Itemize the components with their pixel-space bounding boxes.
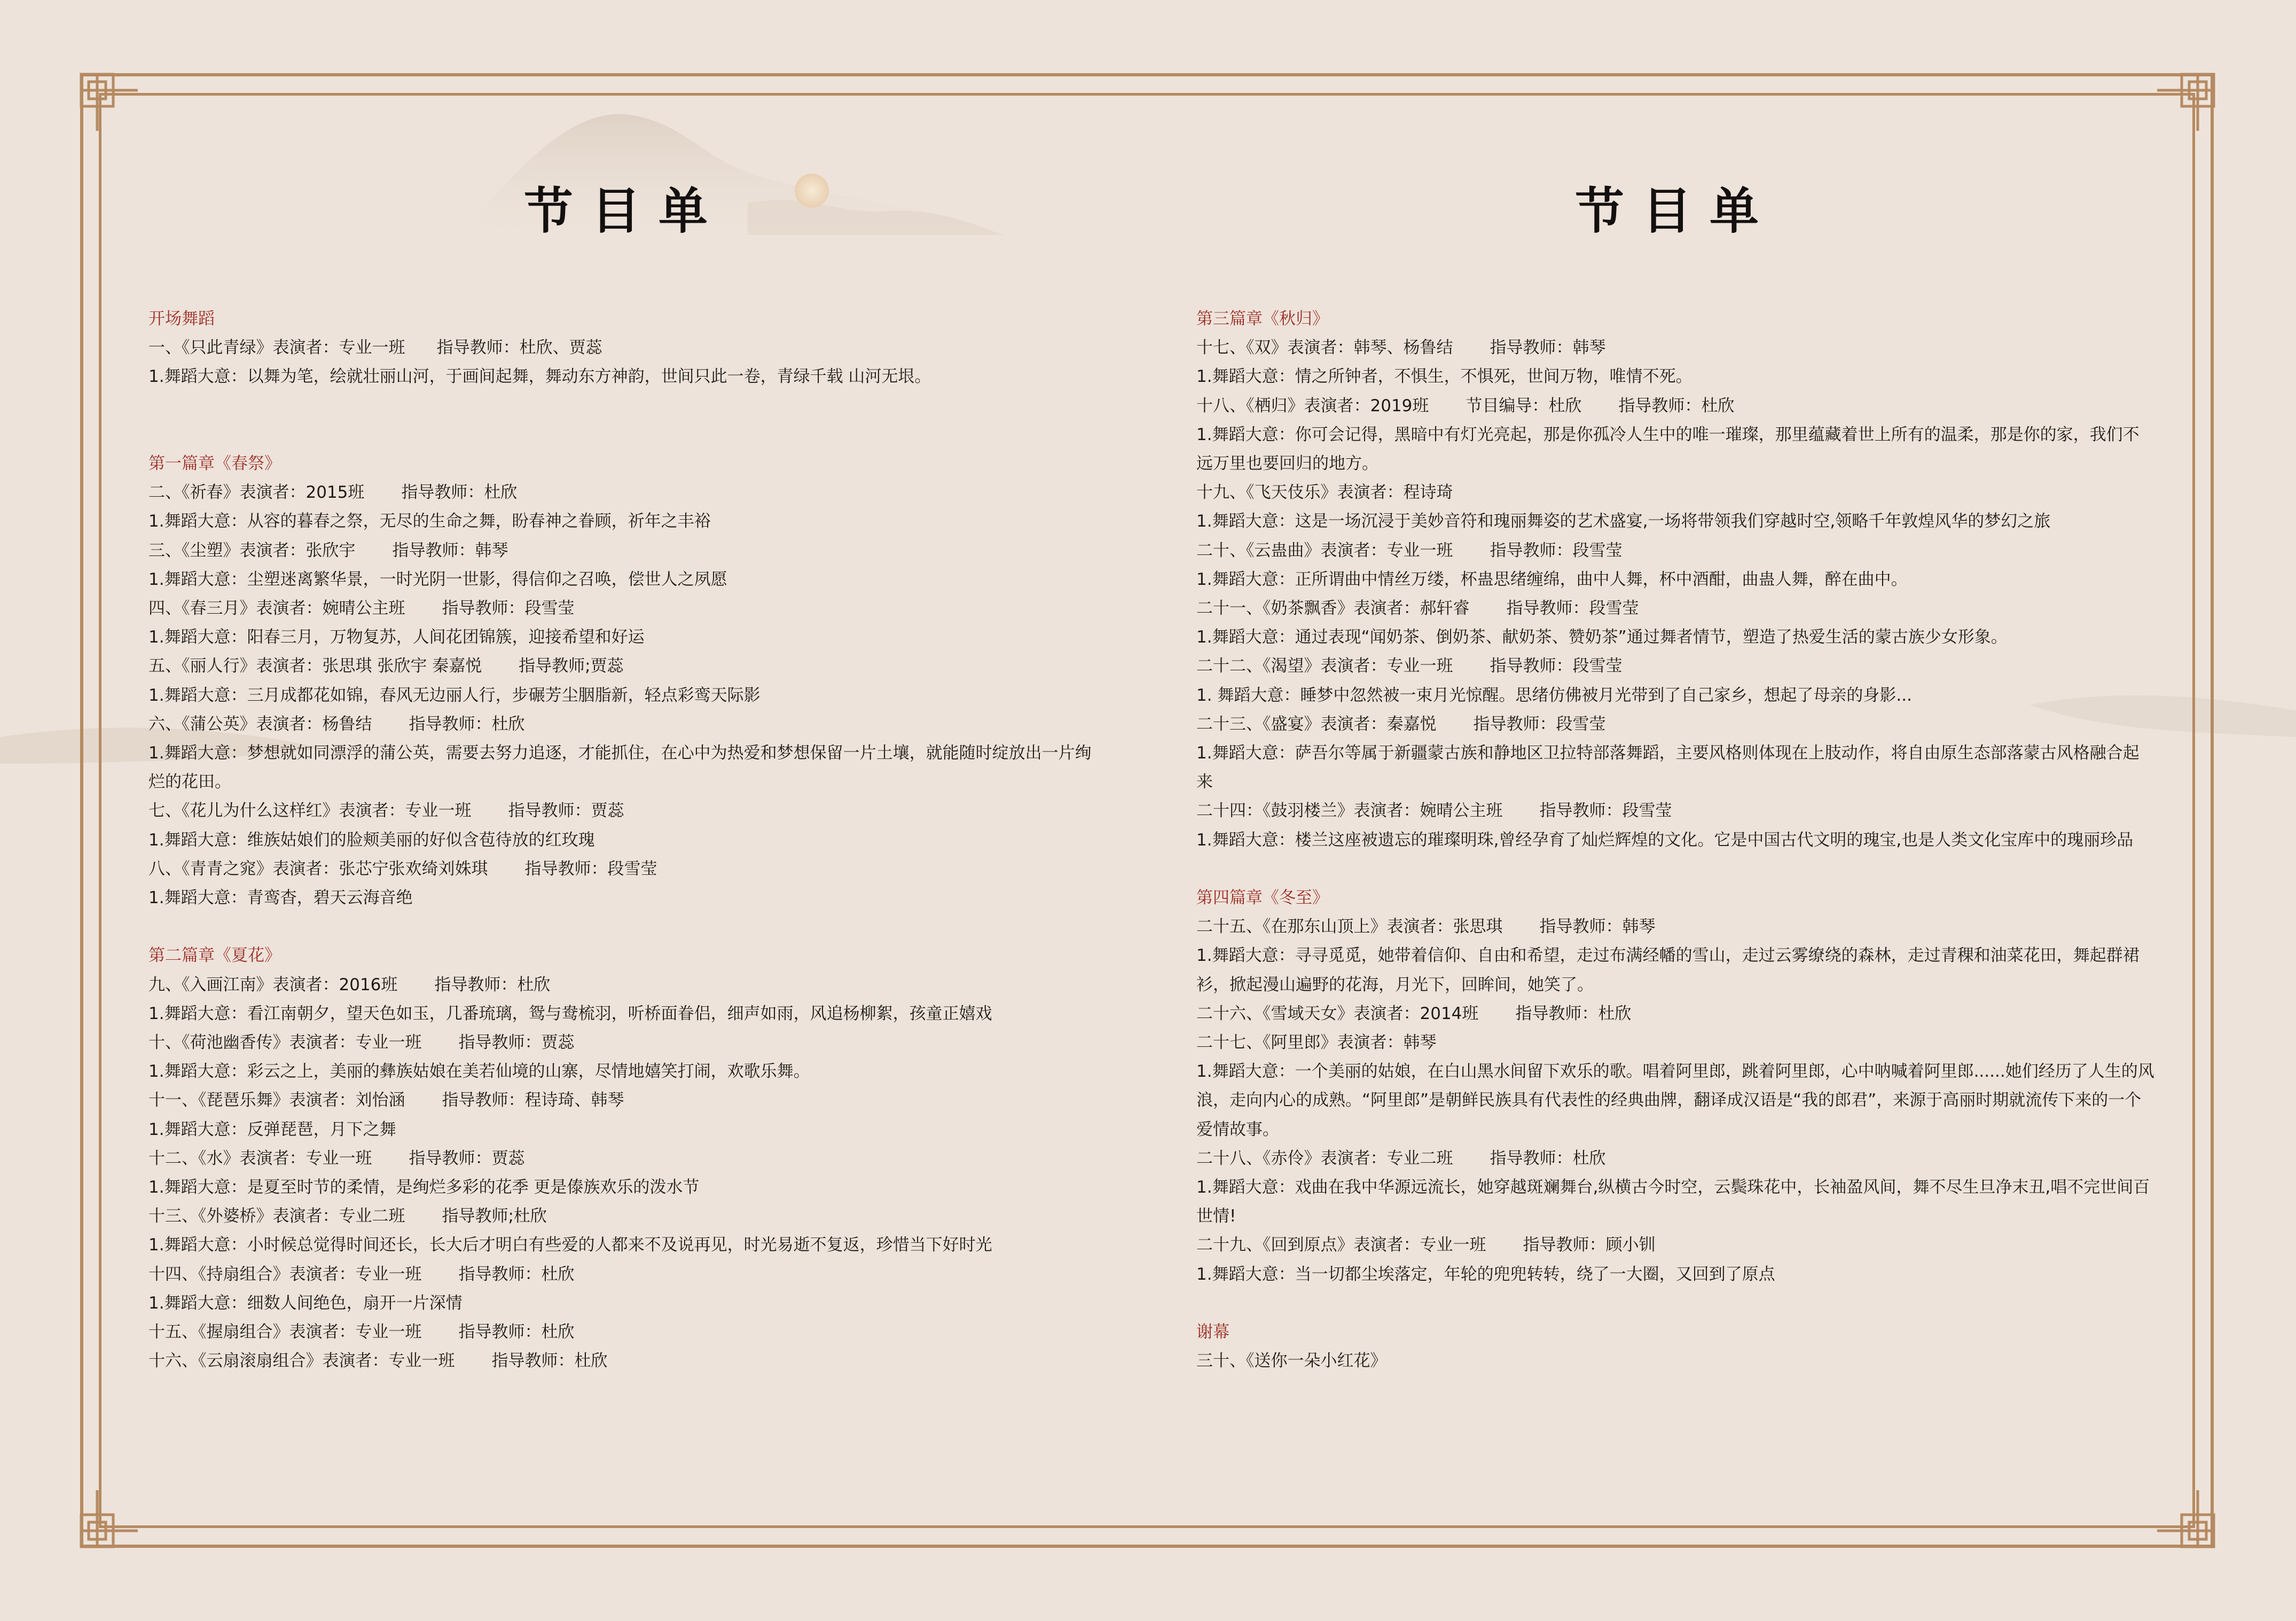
right-page-title: 节目单 bbox=[1574, 182, 1777, 240]
section-heading: 第四篇章《冬至》 bbox=[1196, 888, 1329, 908]
program-entry: 四、《春三月》表演者：婉晴公主班 指导教师：段雪莹 bbox=[148, 599, 575, 618]
program-description: 1.舞蹈大意：反弹琵琶，月下之舞 bbox=[148, 1119, 396, 1139]
program-description: 1.舞蹈大意：你可会记得，黑暗中有灯光亮起，那是你孤冷人生中的唯一璀璨，那里蕴藏着世上所有的温柔，那是你的家，我们不远万里也要回归的地方。 bbox=[1196, 425, 2140, 474]
program-entry: 三十、《送你一朵小红花》 bbox=[1196, 1351, 1387, 1371]
program-entry: 二十、《云蛊曲》表演者：专业一班 指导教师：段雪莹 bbox=[1196, 541, 1623, 560]
program-description: 1.舞蹈大意：尘塑迷离繁华景，一时光阴一世影，得信仰之召唤，偿世人之夙愿 bbox=[148, 569, 727, 589]
section-spacer bbox=[148, 912, 1104, 941]
program-entry: 一、《只此青绿》表演者：专业一班 指导教师：杜欣、贾蕊 bbox=[148, 338, 602, 358]
program-description: 1.舞蹈大意：当一切都尘埃落定，年轮的兜兜转转，绕了一大圈，又回到了原点 bbox=[1196, 1264, 1775, 1284]
program-entry: 十八、《栖归》表演者：2019班 节目编导：杜欣 指导教师：杜欣 bbox=[1196, 396, 1735, 416]
program-entry: 十一、《琵琶乐舞》表演者：刘怡涵 指导教师：程诗琦、韩琴 bbox=[148, 1091, 624, 1110]
program-entry: 六、《蒲公英》表演者：杨鲁结 指导教师：杜欣 bbox=[148, 714, 525, 734]
program-entry: 三、《尘塑》表演者：张欣宇 指导教师：韩琴 bbox=[148, 541, 508, 560]
program-entry: 二十八、《赤伶》表演者：专业二班 指导教师：杜欣 bbox=[1196, 1148, 1606, 1168]
program-entry: 十七、《双》表演者：韩琴、杨鲁结 指导教师：韩琴 bbox=[1196, 338, 1606, 358]
program-description: 1.舞蹈大意：正所谓曲中情丝万缕，杯蛊思绪缠绵，曲中人舞，杯中酒酣，曲蛊人舞，醉在曲中。 bbox=[1196, 569, 1908, 589]
program-entry: 七、《花儿为什么这样红》表演者：专业一班 指导教师：贾蕊 bbox=[148, 801, 624, 821]
corner-ornament-top-left bbox=[79, 72, 148, 142]
program-description: 1.舞蹈大意：小时候总觉得时间还长，长大后才明白有些爱的人都来不及说再见，时光易逝不复返，珍惜当下好时光 bbox=[148, 1235, 992, 1255]
program-entry: 十六、《云扇滚扇组合》表演者：专业一班 指导教师：杜欣 bbox=[148, 1351, 608, 1371]
program-description: 1.舞蹈大意：看江南朝夕，望天色如玉，几番琉璃，鸳与鸯梳羽，听桥面眷侣，细声如雨，风追杨柳絮，孩童正嬉戏 bbox=[148, 1004, 992, 1023]
program-description: 1.舞蹈大意：以舞为笔，绘就壮丽山河，于画间起舞，舞动东方神韵，世间只此一卷，青绿千载 山河无垠。 bbox=[148, 367, 931, 387]
right-program-column bbox=[1196, 304, 2155, 1375]
program-description: 1. 舞蹈大意：睡梦中忽然被一束月光惊醒。思绪仿佛被月光带到了自己家乡，想起了母亲的身影... bbox=[1196, 685, 1912, 705]
program-entry: 十、《荷池幽香传》表演者：专业一班 指导教师：贾蕊 bbox=[148, 1033, 575, 1053]
program-description: 1.舞蹈大意：这是一场沉浸于美妙音符和瑰丽舞姿的艺术盛宴,一场将带领我们穿越时空,领略千年敦煌风华的梦幻之旅 bbox=[1196, 512, 2051, 531]
section-heading: 开场舞蹈 bbox=[148, 309, 215, 328]
program-entry: 二、《祈春》表演者：2015班 指导教师：杜欣 bbox=[148, 483, 518, 503]
program-entry: 十三、《外婆桥》表演者：专业二班 指导教师;杜欣 bbox=[148, 1207, 547, 1226]
program-description: 1.舞蹈大意：细数人间绝色，扇开一片深情 bbox=[148, 1293, 463, 1313]
left-page-title: 节目单 bbox=[523, 182, 726, 240]
section-heading: 第一篇章《春祭》 bbox=[148, 454, 281, 473]
program-description: 1.舞蹈大意：彩云之上，美丽的彝族姑娘在美若仙境的山寨，尽情地嬉笑打闹，欢歌乐舞。 bbox=[148, 1062, 810, 1082]
program-description: 1.舞蹈大意：三月成都花如锦，春风无边丽人行，步碾芳尘胭脂新，轻点彩鸾天际影 bbox=[148, 685, 761, 705]
program-entry: 二十六、《雪域天女》表演者：2014班 指导教师：杜欣 bbox=[1196, 1004, 1632, 1023]
program-description: 1.舞蹈大意：青鸾杳，碧天云海音绝 bbox=[148, 888, 413, 908]
program-entry: 二十五、《在那东山顶上》表演者：张思琪 指导教师：韩琴 bbox=[1196, 917, 1656, 937]
program-entry: 十二、《水》表演者：专业一班 指导教师：贾蕊 bbox=[148, 1148, 525, 1168]
program-entry: 十九、《飞天伎乐》表演者：程诗琦 bbox=[1196, 483, 1453, 503]
program-description: 1.舞蹈大意：寻寻觅觅，她带着信仰、自由和希望，走过布满经幡的雪山，走过云雾缭绕的森林，走过青稞和油菜花田，舞起群裙衫，掀起漫山遍野的花海，月光下，回眸间，她笑了。 bbox=[1196, 946, 2140, 994]
section-heading: 第三篇章《秋归》 bbox=[1196, 309, 1329, 328]
program-description: 1.舞蹈大意：通过表现“闻奶茶、倒奶茶、献奶茶、赞奶茶”通过舞者情节，塑造了热爱生活的蒙古族少女形象。 bbox=[1196, 628, 2008, 647]
section-heading: 第二篇章《夏花》 bbox=[148, 946, 281, 966]
program-entry: 九、《入画江南》表演者：2016班 指导教师：杜欣 bbox=[148, 975, 551, 994]
program-entry: 二十四：《鼓羽楼兰》表演者：婉晴公主班 指导教师：段雪莹 bbox=[1196, 801, 1672, 821]
section-spacer bbox=[1196, 1289, 2155, 1318]
program-description: 1.舞蹈大意：萨吾尔等属于新疆蒙古族和静地区卫拉特部落舞蹈，主要风格则体现在上肢动作，将自由原生态部落蒙古风格融合起来 bbox=[1196, 743, 2140, 792]
program-entry: 二十一、《奶茶飘香》表演者：郝轩睿 指导教师：段雪莹 bbox=[1196, 599, 1639, 618]
program-description: 1.舞蹈大意：楼兰这座被遗忘的璀璨明珠,曾经孕育了灿烂辉煌的文化。它是中国古代文明的瑰宝,也是人类文化宝库中的瑰丽珍品 bbox=[1196, 830, 2134, 850]
program-entry: 二十七、《阿里郎》表演者：韩琴 bbox=[1196, 1033, 1437, 1053]
program-entry: 五、《丽人行》表演者：张思琪 张欣宇 秦嘉悦 指导教师;贾蕊 bbox=[148, 656, 624, 676]
program-entry: 十五、《握扇组合》表演者：专业一班 指导教师：杜欣 bbox=[148, 1322, 575, 1342]
corner-ornament-bottom-right bbox=[2146, 1479, 2216, 1549]
program-description: 1.舞蹈大意：从容的暮春之祭，无尽的生命之舞，盼春神之眷顾，祈年之丰裕 bbox=[148, 512, 711, 531]
program-entry: 二十九、《回到原点》表演者：专业一班 指导教师：顾小钏 bbox=[1196, 1235, 1656, 1255]
program-description: 1.舞蹈大意：情之所钟者，不惧生，不惧死，世间万物，唯情不死。 bbox=[1196, 367, 1692, 387]
program-entry: 十四、《持扇组合》表演者：专业一班 指导教师：杜欣 bbox=[148, 1264, 575, 1284]
corner-ornament-top-right bbox=[2146, 72, 2216, 142]
section-spacer bbox=[148, 391, 1104, 449]
program-description: 1.舞蹈大意：阳春三月，万物复苏，人间花团锦簇，迎接希望和好运 bbox=[148, 628, 645, 647]
program-entry: 二十三、《盛宴》表演者：秦嘉悦 指导教师：段雪莹 bbox=[1196, 714, 1606, 734]
program-description: 1.舞蹈大意：梦想就如同漂浮的蒲公英，需要去努力追逐，才能抓住，在心中为热爱和梦想保留一片土壤，就能随时绽放出一片绚烂的花田。 bbox=[148, 743, 1092, 792]
program-entry: 八、《青青之窕》表演者：张芯宁张欢绮刘姝琪 指导教师：段雪莹 bbox=[148, 859, 657, 879]
section-spacer bbox=[1196, 855, 2155, 883]
program-description: 1.舞蹈大意：戏曲在我中华源远流长，她穿越斑斓舞台,纵横古今时空，云鬓珠花中，长袖盈风间，舞不尽生旦净末丑,唱不完世间百世情! bbox=[1196, 1178, 2150, 1226]
program-description: 1.舞蹈大意：是夏至时节的柔情，是绚烂多彩的花季 更是傣族欢乐的泼水节 bbox=[148, 1178, 700, 1197]
section-heading: 谢幕 bbox=[1196, 1322, 1229, 1342]
program-description: 1.舞蹈大意：维族姑娘们的脸颊美丽的好似含苞待放的红玫瑰 bbox=[148, 830, 595, 850]
corner-ornament-bottom-left bbox=[79, 1479, 148, 1549]
left-program-column bbox=[148, 304, 1104, 1375]
program-entry: 二十二、《渴望》表演者：专业一班 指导教师：段雪莹 bbox=[1196, 656, 1623, 676]
program-description: 1.舞蹈大意：一个美丽的姑娘，在白山黑水间留下欢乐的歌。唱着阿里郎，跳着阿里郎，心中呐喊着阿里郎......她们经历了人生的风浪，走向内心的成熟。“阿里郎”是朝鲜民族具有代表性的经典曲牌，翻译成汉语是“我的郎君”，来源于高丽时期就流传下来的一个爱情故事。 bbox=[1196, 1062, 2154, 1139]
